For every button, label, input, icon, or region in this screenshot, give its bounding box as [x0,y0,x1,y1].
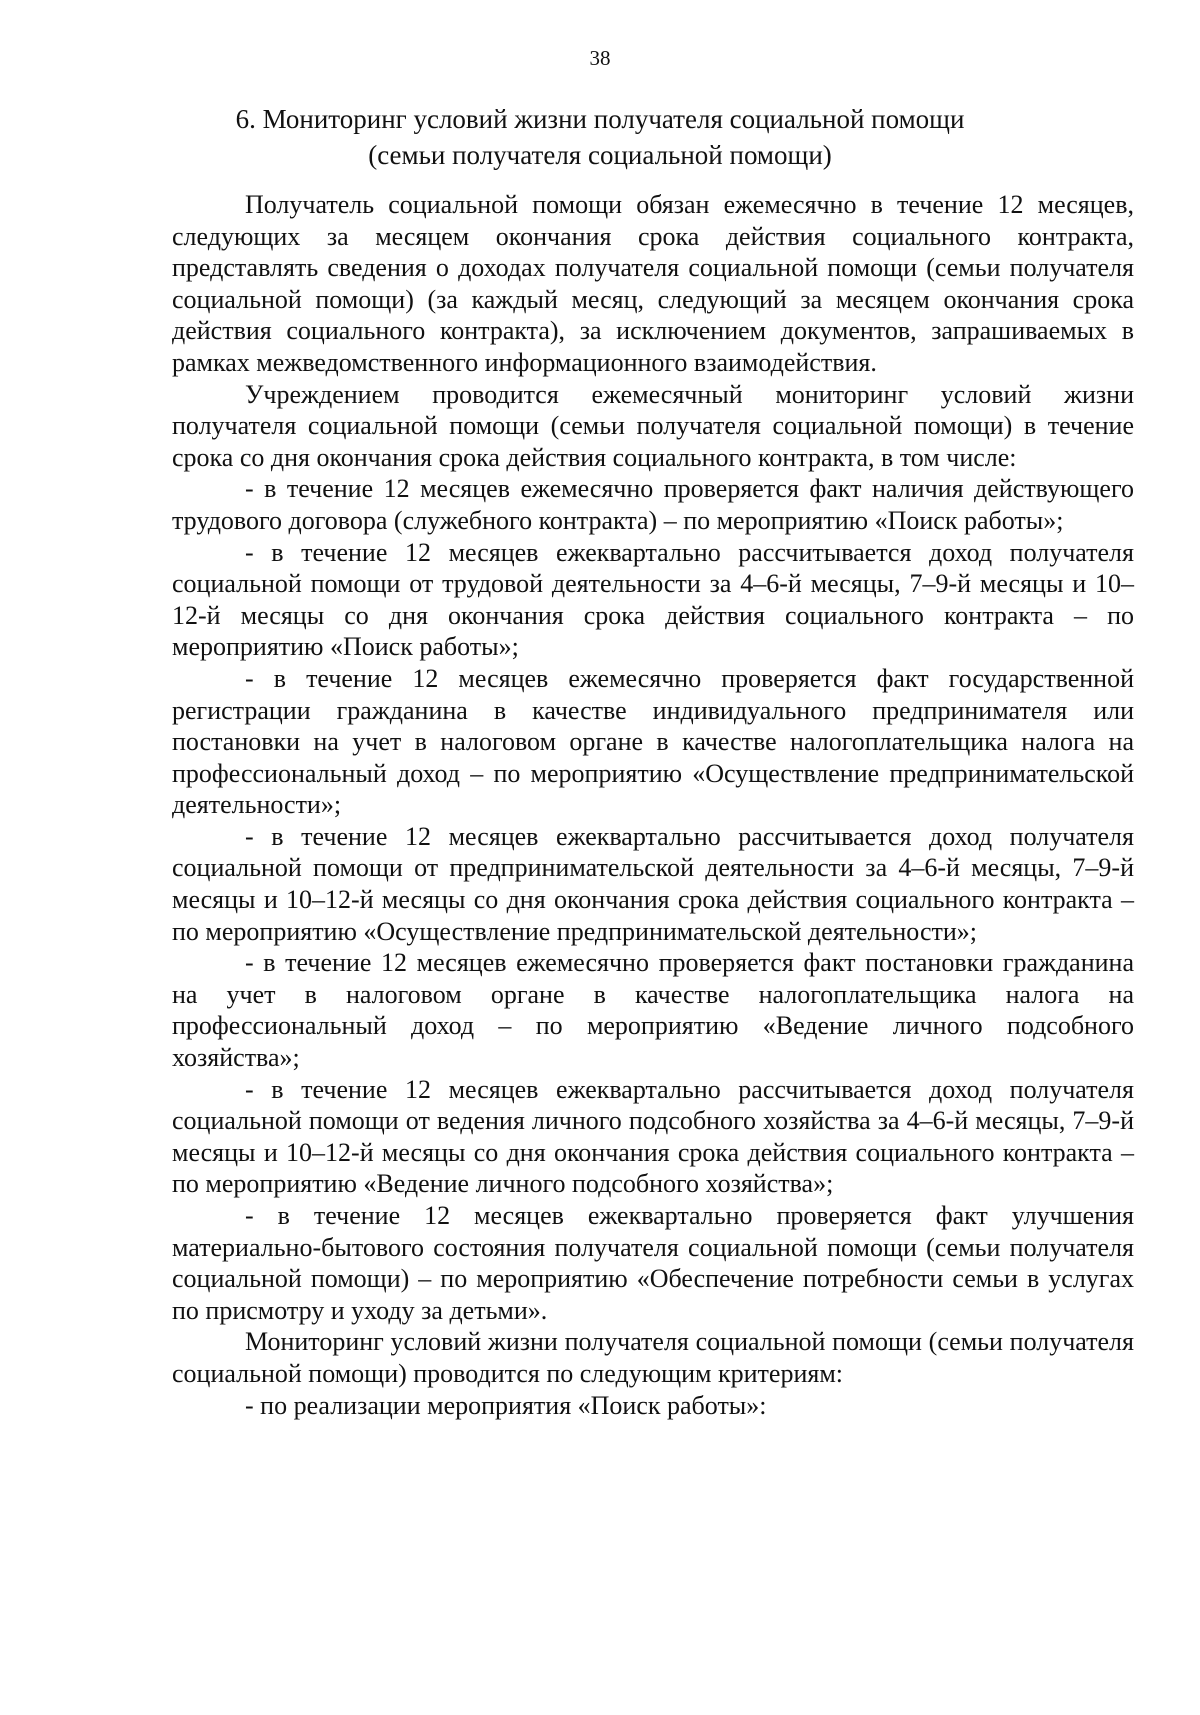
paragraph-monitoring-criteria: Мониторинг условий жизни получателя социальной помощи (семьи получателя социальной помощи) проводится по следующим критериям: [172,1327,1134,1388]
paragraph-monitoring-intro: Учреждением проводится ежемесячный мониторинг условий жизни получателя социальной помощи (семьи получателя социальной помощи) в течение срока со дня окончания срока действия социального контракта, в том числе: [172,379,1134,472]
list-item-employment-income-calc: - в течение 12 месяцев ежеквартально рассчитывается доход получателя социальной помощи от трудовой деятельности за 4–6-й месяцы, 7–9-й месяцы и 10–12-й месяцы со дня окончания срока действия социального контракта – по мероприятию «Поиск работы»; [172,537,1134,662]
section-title [230,101,970,173]
page-number: 38 [589,46,611,70]
list-item-childcare-conditions-check: - в течение 12 месяцев ежеквартально проверяется факт улучшения материально-бытового состояния получателя социальной помощи (семьи получателя социальной помощи) – по мероприятию «Обеспечение потребности семьи в услугах по присмотру и уходу за детьми». [172,1201,1134,1325]
paragraph-recipient-obligation: Получатель социальной помощи обязан ежемесячно в течение 12 месяцев, следующих за месяцем окончания срока действия социального контракта, представлять сведения о доходах получателя социальной помощи (семьи получателя социальной помощи) (за каждый месяц, следующий за месяцем окончания срока действия социального контракта), за исключением документов, запрашиваемых в рамках межведомственного информационного взаимодействия. [172,190,1134,377]
list-item-entrepreneur-income-calc: - в течение 12 месяцев ежеквартально рассчитывается доход получателя социальной помощи от предпринимательской деятельности за 4–6-й месяцы, 7–9-й месяцы и 10–12-й месяцы со дня окончания срока действия социального контракта – по мероприятию «Осуществление предпринимательской деятельности»; [172,821,1134,946]
list-item-job-search-criteria: - по реализации мероприятия «Поиск работы»: [245,1390,767,1420]
section-title-line-2: (семьи получателя социальной помощи) [368,140,832,170]
list-item-household-tax-registration-check: - в течение 12 месяцев ежемесячно проверяется факт постановки гражданина на учет в налоговом органе в качестве налогоплательщика налога на профессиональный доход – по мероприятию «Ведение личного подсобного хозяйства»; [172,948,1134,1073]
section-title-line-1: 6. Мониторинг условий жизни получателя социальной помощи [235,104,965,134]
list-item-entrepreneur-registration-check: - в течение 12 месяцев ежемесячно проверяется факт государственной регистрации гражданина в качестве индивидуального предпринимателя или постановки на учет в налоговом органе в качестве налогоплательщика налога на профессиональный доход – по мероприятию «Осуществление предпринимательской деятельности»; [172,663,1134,820]
list-item-household-income-calc: - в течение 12 месяцев ежеквартально рассчитывается доход получателя социальной помощи от ведения личного подсобного хозяйства за 4–6-й месяцы, 7–9-й месяцы и 10–12-й месяцы со дня окончания срока действия социального контракта – по мероприятию «Ведение личного подсобного хозяйства»; [172,1074,1134,1199]
list-item-employment-contract-check: - в течение 12 месяцев ежемесячно проверяется факт наличия действующего трудового договора (служебного контракта) – по мероприятию «Поиск работы»; [172,474,1134,535]
document-body [172,189,1134,1421]
